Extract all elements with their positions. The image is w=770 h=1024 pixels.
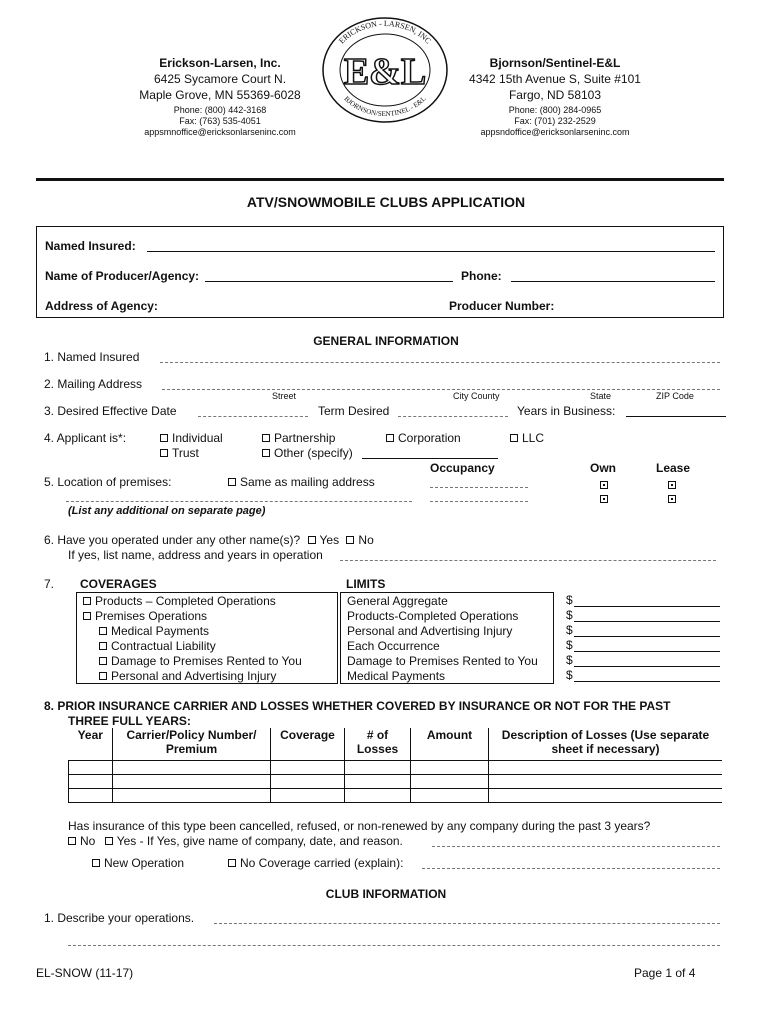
- q6-yes-checkbox[interactable]: [308, 536, 316, 544]
- agency-info-box: [36, 226, 724, 318]
- same-mailing-option[interactable]: [228, 475, 375, 489]
- limit-field-5[interactable]: [574, 666, 720, 667]
- trust-label: Trust: [172, 446, 199, 460]
- named-insured-field[interactable]: [147, 251, 715, 252]
- limit-products-completed: Products-Completed Operations: [347, 609, 519, 623]
- named-insured-label: Named Insured:: [45, 239, 136, 253]
- prior-heading-1: 8. PRIOR INSURANCE CARRIER AND LOSSES WHETHER COVERED BY INSURANCE OR NOT FOR THE PAST: [44, 699, 671, 713]
- q3-effective-date: 3. Desired Effective Date: [44, 404, 177, 418]
- coverage-medical[interactable]: [99, 624, 209, 638]
- term-desired-label: Term Desired: [318, 404, 390, 418]
- col-year: Year: [69, 728, 113, 760]
- other-specify-field[interactable]: [362, 458, 498, 459]
- agency-phone-label: Phone:: [461, 269, 502, 283]
- logo-ring-top: ERICKSON - LARSEN, INC: [337, 18, 433, 46]
- right-office: [440, 56, 670, 137]
- table-row: [69, 788, 723, 802]
- lease-label: Lease: [656, 461, 691, 475]
- cancel-yes-label: Yes - If Yes, give name of company, date, and reason.: [116, 834, 403, 848]
- limits-heading: LIMITS: [346, 577, 386, 591]
- other-label: Other (specify): [274, 446, 353, 460]
- col-losses: # of Losses: [345, 728, 411, 760]
- q2-mailing-address-field[interactable]: [162, 389, 720, 390]
- col-coverage: Coverage: [271, 728, 345, 760]
- zip-caption: ZIP Code: [656, 391, 694, 401]
- new-operation-option[interactable]: [92, 856, 184, 870]
- no-coverage-label: No Coverage carried (explain):: [240, 856, 404, 870]
- cancel-reason-field[interactable]: [432, 846, 720, 847]
- svg-text:ERICKSON - LARSEN, INC: [337, 19, 433, 46]
- coverage-damage-label: Damage to Premises Rented to You: [111, 654, 302, 668]
- producer-number-label: Producer Number:: [449, 299, 555, 313]
- coverage-damage-checkbox[interactable]: [99, 657, 107, 665]
- trust-checkbox[interactable]: [160, 449, 168, 457]
- limit-field-6[interactable]: [574, 681, 720, 682]
- limit-personal-advertising: Personal and Advertising Injury: [347, 624, 513, 638]
- occupancy-field-1[interactable]: [430, 487, 528, 488]
- llc-checkbox[interactable]: [510, 434, 518, 442]
- header-rule: [36, 178, 724, 181]
- club-info-heading: CLUB INFORMATION: [325, 887, 447, 901]
- llc-label: LLC: [522, 431, 545, 445]
- coverages-heading: COVERAGES: [80, 577, 157, 591]
- cancel-question: Has insurance of this type been cancelled, refused, or non-renewed by any company during the past 3 years?: [68, 819, 651, 833]
- producer-agency-label: Name of Producer/Agency:: [45, 269, 200, 283]
- coverage-premises[interactable]: [83, 609, 207, 623]
- logo-ring-bottom: BJORNSON/SENTINEL - E&L: [342, 94, 428, 119]
- own-checkbox-1[interactable]: [600, 481, 608, 489]
- club-q1-describe: 1. Describe your operations.: [44, 911, 195, 925]
- no-coverage-option[interactable]: [228, 856, 403, 870]
- q4-applicant: 4. Applicant is*:: [44, 431, 127, 445]
- table-row: [69, 760, 723, 774]
- coverage-products[interactable]: [83, 594, 276, 608]
- q1-named-insured: 1. Named Insured: [44, 350, 140, 364]
- same-mailing-label: Same as mailing address: [240, 475, 375, 489]
- left-office: [110, 56, 330, 137]
- limit-medical-payments: Medical Payments: [347, 669, 446, 683]
- q6-no-label: No: [358, 533, 374, 547]
- corporation-checkbox[interactable]: [386, 434, 394, 442]
- limit-field-4[interactable]: [574, 651, 720, 652]
- limit-dollar-3: $: [566, 623, 573, 637]
- right-office-fax: Fax: (701) 232-2529: [514, 116, 596, 126]
- partnership-label: Partnership: [274, 431, 336, 445]
- logo-text: E&L: [343, 51, 427, 93]
- coverage-contractual-checkbox[interactable]: [99, 642, 107, 650]
- individual-label: Individual: [172, 431, 223, 445]
- occupancy-field-2[interactable]: [430, 501, 528, 502]
- no-coverage-checkbox[interactable]: [228, 859, 236, 867]
- new-operation-label: New Operation: [104, 856, 185, 870]
- term-desired-field[interactable]: [398, 416, 508, 417]
- lease-checkbox-2[interactable]: [668, 495, 676, 503]
- q1-named-insured-field[interactable]: [160, 362, 720, 363]
- col-description: Description of Losses (Use separate sheet if necessary): [489, 728, 723, 760]
- coverage-personal-checkbox[interactable]: [99, 672, 107, 680]
- general-info-heading: GENERAL INFORMATION: [313, 334, 459, 348]
- q6b-label: If yes, list name, address and years in operation: [68, 548, 323, 562]
- right-office-phone: Phone: (800) 284-0965: [508, 105, 602, 115]
- street-caption: Street: [272, 391, 297, 401]
- q6-yes-label: Yes: [319, 533, 340, 547]
- prior-heading-2: THREE FULL YEARS:: [68, 714, 191, 728]
- operations-field-1[interactable]: [214, 923, 720, 924]
- coverage-premises-label: Premises Operations: [95, 609, 208, 623]
- new-operation-checkbox[interactable]: [92, 859, 100, 867]
- company-logo: [320, 14, 450, 126]
- producer-agency-field[interactable]: [205, 281, 453, 282]
- llc-option[interactable]: [510, 431, 544, 445]
- left-office-address2: Maple Grove, MN 55369-6028: [139, 88, 301, 102]
- col-amount: Amount: [411, 728, 489, 760]
- limit-dollar-6: $: [566, 668, 573, 682]
- limit-field-3[interactable]: [574, 636, 720, 637]
- trust-option[interactable]: [160, 446, 199, 460]
- other-option[interactable]: [262, 446, 353, 460]
- city-county-caption: City County: [453, 391, 500, 401]
- form-number: EL-SNOW (11-17): [36, 966, 134, 980]
- own-label: Own: [590, 461, 616, 475]
- q6-other-names: [44, 533, 374, 547]
- additional-location-field[interactable]: [66, 501, 412, 502]
- years-business-field[interactable]: [626, 416, 726, 417]
- limit-damage-rented: Damage to Premises Rented to You: [347, 654, 538, 668]
- prior-losses-table: [68, 728, 722, 803]
- left-office-name: Erickson-Larsen, Inc.: [159, 56, 281, 70]
- partnership-checkbox[interactable]: [262, 434, 270, 442]
- corporation-label: Corporation: [398, 431, 461, 445]
- q6-label: 6. Have you operated under any other name(s)?: [44, 533, 301, 547]
- left-office-address1: 6425 Sycamore Court N.: [153, 72, 287, 86]
- coverage-damage[interactable]: [99, 654, 302, 668]
- coverage-premises-checkbox[interactable]: [83, 612, 91, 620]
- lease-checkbox-1[interactable]: [668, 481, 676, 489]
- coverages-box: [76, 592, 338, 684]
- limit-general-aggregate: General Aggregate: [347, 594, 448, 608]
- limit-each-occurrence: Each Occurrence: [347, 639, 440, 653]
- individual-checkbox[interactable]: [160, 434, 168, 442]
- limit-dollar-2: $: [566, 608, 573, 622]
- limit-dollar-1: $: [566, 593, 573, 607]
- partnership-option[interactable]: [262, 431, 335, 445]
- limit-dollar-5: $: [566, 653, 573, 667]
- coverage-contractual[interactable]: [99, 639, 216, 653]
- individual-option[interactable]: [160, 431, 223, 445]
- no-coverage-explain-field[interactable]: [422, 868, 720, 869]
- page-title: ATV/SNOWMOBILE CLUBS APPLICATION: [246, 194, 526, 210]
- right-office-address1: 4342 15th Avenue S, Suite #101: [469, 72, 641, 86]
- coverage-contractual-label: Contractual Liability: [111, 639, 216, 653]
- left-office-email: appsmnoffice@ericksonlarseninc.com: [144, 127, 296, 137]
- prior-losses-header-row: [69, 728, 723, 760]
- cancel-no-label: No: [80, 834, 96, 848]
- right-office-address2: Fargo, ND 58103: [508, 88, 602, 102]
- agency-address-label: Address of Agency:: [45, 299, 158, 313]
- cancel-no-checkbox[interactable]: [68, 837, 76, 845]
- cancel-yes-checkbox[interactable]: [105, 837, 113, 845]
- own-checkbox-2[interactable]: [600, 495, 608, 503]
- limits-box: [340, 592, 554, 684]
- q5-location: 5. Location of premises:: [44, 475, 172, 489]
- other-checkbox[interactable]: [262, 449, 270, 457]
- coverage-products-label: Products – Completed Operations: [95, 594, 276, 608]
- q6-no-checkbox[interactable]: [346, 536, 354, 544]
- corporation-option[interactable]: [386, 431, 461, 445]
- occupancy-label: Occupancy: [430, 461, 495, 475]
- coverage-medical-label: Medical Payments: [111, 624, 210, 638]
- table-row: [69, 774, 723, 788]
- coverage-products-checkbox[interactable]: [83, 597, 91, 605]
- col-carrier: Carrier/Policy Number/ Premium: [113, 728, 271, 760]
- page-number: Page 1 of 4: [634, 966, 696, 980]
- coverage-personal[interactable]: [99, 669, 276, 683]
- q2-mailing-address: 2. Mailing Address: [44, 377, 143, 391]
- q6b-field[interactable]: [340, 560, 716, 561]
- q7-number: 7.: [44, 577, 55, 591]
- same-mailing-checkbox[interactable]: [228, 478, 236, 486]
- operations-field-2[interactable]: [68, 945, 720, 946]
- coverage-personal-label: Personal and Advertising Injury: [111, 669, 277, 683]
- years-business-label: Years in Business:: [517, 404, 616, 418]
- effective-date-field[interactable]: [198, 416, 308, 417]
- left-office-phone: Phone: (800) 442-3168: [173, 105, 267, 115]
- list-additional-note: (List any additional on separate page): [68, 505, 266, 517]
- limit-field-1[interactable]: [574, 606, 720, 607]
- coverage-medical-checkbox[interactable]: [99, 627, 107, 635]
- cancel-answers: [68, 834, 403, 848]
- right-office-email: appsndoffice@ericksonlarseninc.com: [480, 127, 630, 137]
- agency-phone-field[interactable]: [511, 281, 715, 282]
- limit-dollar-4: $: [566, 638, 573, 652]
- left-office-fax: Fax: (763) 535-4051: [179, 116, 261, 126]
- limit-field-2[interactable]: [574, 621, 720, 622]
- state-caption: State: [590, 391, 612, 401]
- right-office-name: Bjornson/Sentinel-E&L: [489, 56, 621, 70]
